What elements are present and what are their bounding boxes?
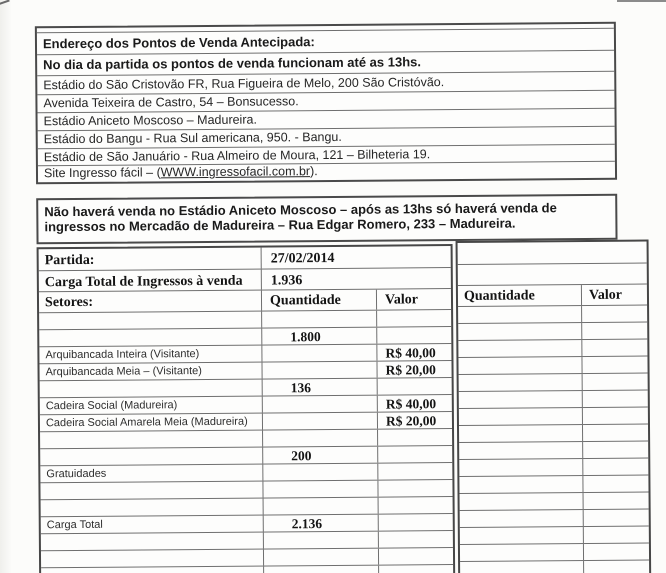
quantity-cell — [459, 391, 583, 408]
quantity-cell — [264, 498, 379, 515]
value-cell — [583, 391, 648, 408]
value-cell — [379, 548, 453, 565]
site-url-link[interactable]: WWW.ingressofacil.com.br — [160, 164, 311, 180]
notice-text: Não haverá venda no Estádio Aniceto Moscoso – após as 13hs só haverá venda de ingressos no Mercadão de Madureira – Rua Edgar Romero, 233 – Madureira. — [44, 200, 557, 235]
table-row — [459, 476, 648, 494]
quantidade-header: Quantidade — [458, 285, 582, 306]
site-text-suffix: ). — [309, 164, 318, 179]
value-cell — [583, 425, 648, 442]
sector-label-cell — [40, 380, 263, 398]
quantity-cell — [459, 374, 583, 391]
table-row — [459, 408, 648, 426]
quantidade-header: Quantidade — [262, 290, 377, 311]
table-row — [458, 242, 647, 265]
value-cell — [582, 323, 647, 340]
sector-label-cell — [40, 448, 263, 466]
partida-value: 27/02/2014 — [270, 250, 335, 267]
value-cell — [379, 531, 453, 548]
sector-label-cell — [41, 533, 264, 551]
sector-label-cell — [39, 329, 262, 347]
value-cell — [378, 429, 452, 446]
valor-header: Valor — [588, 287, 622, 303]
notice-box — [36, 194, 617, 245]
quantity-cell: 136 — [263, 379, 378, 396]
quantity-cell — [460, 544, 584, 561]
quantity-cell: 200 — [263, 447, 378, 464]
value-cell — [378, 378, 452, 395]
value-cell — [377, 310, 451, 327]
table-header-row — [458, 285, 647, 307]
value-cell — [584, 510, 649, 527]
sector-label-cell — [41, 550, 264, 568]
setores-header: Setores: — [39, 291, 262, 313]
right-ticket-table — [456, 239, 652, 573]
quantity-cell — [263, 396, 378, 413]
valor-header: Valor — [384, 292, 418, 308]
value-cell — [584, 527, 649, 544]
address-row: Estádio do Bangu - Rua Sul americana, 950. - Bangu. — [38, 127, 615, 150]
partida-label: Partida: — [39, 248, 262, 271]
value-cell — [379, 497, 453, 514]
address-table-title: Endereço dos Pontos de Venda Antecipada: — [37, 29, 614, 56]
quantity-cell — [458, 357, 582, 374]
address-table — [35, 22, 617, 185]
quantity-cell — [459, 408, 583, 425]
quantity-cell — [459, 442, 583, 459]
sector-label-cell — [39, 312, 262, 330]
value-cell — [584, 493, 649, 510]
table-row — [458, 264, 647, 286]
address-row: Estádio de São Januário - Rua Almeiro de Moura, 121 – Bilheteria 19. — [38, 145, 615, 167]
empty-cell — [458, 264, 647, 285]
table-row — [460, 510, 649, 528]
value-cell — [583, 442, 648, 459]
ticket-table — [37, 244, 456, 573]
quantity-cell — [458, 323, 582, 340]
table-row — [460, 544, 649, 562]
value-cell — [583, 459, 648, 476]
carga-label: Carga Total de Ingressos à venda — [39, 270, 262, 292]
address-row: Estádio Aniceto Moscoso – Madureira. — [38, 109, 615, 132]
quantity-cell — [264, 549, 379, 566]
sector-label-cell: Arquibancada Inteira (Visitante) — [39, 346, 262, 364]
value-cell: R$ 20,00 — [385, 362, 436, 378]
table-row — [458, 357, 647, 375]
site-text-prefix: Site Ingresso fácil – ( — [43, 165, 161, 181]
sector-label-cell — [41, 567, 264, 573]
sector-label-cell: Gratuidades — [40, 465, 263, 483]
value-cell — [582, 340, 647, 357]
sector-label-cell — [40, 431, 263, 449]
value-cell — [583, 408, 648, 425]
value-cell — [378, 446, 452, 463]
quantity-cell — [263, 481, 378, 498]
quantity-cell — [460, 527, 584, 544]
table-row — [458, 340, 647, 358]
table-row — [458, 306, 647, 324]
quantity-cell — [458, 340, 582, 357]
quantity-cell — [458, 306, 582, 323]
value-cell — [582, 306, 647, 323]
value-cell — [378, 463, 452, 480]
quantity-cell — [262, 345, 377, 362]
address-row: Avenida Teixeira de Castro, 54 – Bonsucesso. — [37, 91, 614, 114]
value-cell: R$ 40,00 — [385, 345, 436, 361]
sector-label-cell — [40, 482, 263, 500]
value-cell — [379, 514, 453, 531]
table-row — [458, 323, 647, 341]
quantity-cell — [263, 413, 378, 430]
quantity-cell — [264, 532, 379, 549]
value-cell: R$ 20,00 — [385, 413, 437, 429]
quantity-cell — [263, 464, 378, 481]
quantity-cell — [460, 493, 584, 510]
quantity-cell: 2.136 — [264, 515, 379, 532]
quantity-cell — [262, 311, 377, 328]
sector-label-cell: Arquibancada Meia – (Visitante) — [39, 363, 262, 381]
table-row — [459, 442, 648, 460]
carga-value: 1.936 — [270, 273, 303, 289]
value-cell — [582, 357, 647, 374]
empty-cell — [458, 242, 647, 264]
table-row-partida — [39, 246, 451, 271]
value-cell — [379, 565, 453, 573]
table-row — [460, 561, 649, 573]
table-row — [460, 527, 649, 545]
quantity-cell — [460, 561, 584, 573]
table-row — [460, 493, 649, 511]
address-table-subtitle: No dia da partida os pontos de venda funcionam até as 13hs. — [37, 51, 614, 77]
quantity-cell — [459, 459, 583, 476]
value-cell — [378, 480, 452, 497]
value-cell — [583, 476, 648, 493]
table-row — [459, 374, 648, 392]
quantity-cell — [263, 430, 378, 447]
value-cell: R$ 40,00 — [385, 396, 437, 412]
sector-label-cell: Cadeira Social (Madureira) — [40, 397, 263, 415]
value-cell — [583, 374, 648, 391]
address-row: Estádio do São Cristovão FR, Rua Figueira de Melo, 200 São Cristóvão. — [37, 72, 614, 96]
value-cell — [377, 327, 451, 344]
table-row — [459, 459, 648, 477]
quantity-cell: 1.800 — [262, 328, 377, 345]
address-row-site — [38, 162, 615, 183]
value-cell — [584, 544, 649, 561]
sector-label-cell — [41, 499, 264, 517]
table-row — [459, 391, 648, 409]
quantity-cell — [262, 362, 377, 379]
quantity-cell — [460, 510, 584, 527]
quantity-cell — [459, 476, 583, 493]
table-row — [459, 425, 648, 443]
sector-label-cell: Carga Total — [41, 516, 264, 534]
quantity-cell — [459, 425, 583, 442]
value-cell — [584, 561, 649, 573]
sector-label-cell: Cadeira Social Amarela Meia (Madureira) — [40, 414, 263, 432]
quantity-cell — [264, 566, 379, 573]
